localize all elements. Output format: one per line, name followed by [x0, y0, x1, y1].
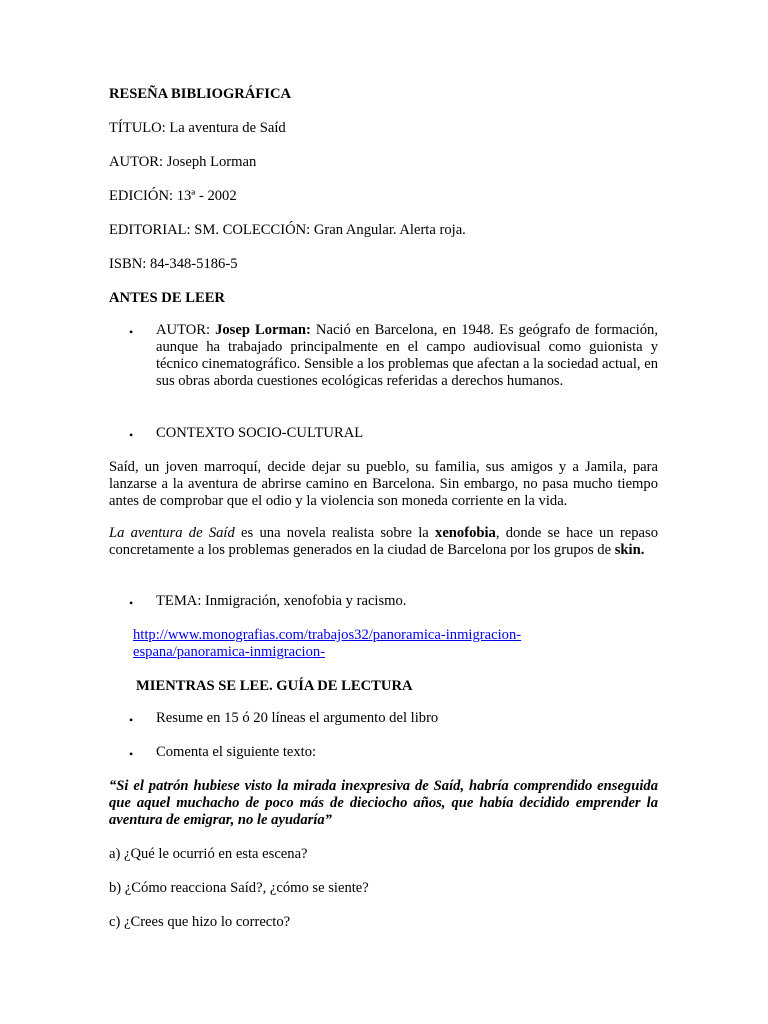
- contexto-item: CONTEXTO SOCIO-CULTURAL: [156, 425, 364, 441]
- editorial-line: EDITORIAL: SM. COLECCIÓN: Gran Angular. Alerta roja.: [109, 222, 466, 238]
- reference-link[interactable]: http://www.monografias.com/trabajos32/panoramica-inmigracion- espana/panoramica-inmigracion-: [133, 627, 522, 660]
- autor-line: AUTOR: Joseph Lorman: [109, 154, 257, 170]
- context-paragraph: Saíd, un joven marroquí, decide dejar su pueblo, su familia, sus amigos y a Jamila, para lanzarse a la aventura de abrirse camino en Barcelona. Sin embargo, no pasa mucho tiempo antes de comprobar que el odio y la violencia son moneda corriente en la vida.: [109, 459, 658, 509]
- comenta-item: Comenta el siguiente texto:: [156, 744, 317, 760]
- autor-body: Nació en Barcelona, en 1948. Es geógrafo de formación, aunque ha trabajado principalmente en el campo audiovisual como guionista y técnico cinematográfico. Sensible a los problemas que afectan a la sociedad actual, en sus obras aborda cuestiones ecológicas referidas a derechos humanos.: [156, 322, 658, 389]
- tema-item: TEMA: Inmigración, xenofobia y racismo.: [156, 593, 407, 609]
- quote-text: “Si el patrón hubiese visto la mirada inexpresiva de Saíd, habría comprendido enseguida que aquel muchacho de poco más de dieciocho años, que había decidido emprender la aventura de emigrar, no le ayudaría”: [109, 778, 658, 828]
- resume-item: Resume en 15 ó 20 líneas el argumento del libro: [156, 710, 439, 726]
- bullet-icon: •: [129, 747, 134, 761]
- section-heading-antes: ANTES DE LEER: [109, 290, 225, 306]
- question-a: a) ¿Qué le ocurrió en esta escena?: [109, 846, 308, 862]
- section-heading-mientras: MIENTRAS SE LEE. GUÍA DE LECTURA: [136, 678, 413, 694]
- reference-link-block: [133, 627, 658, 661]
- bullet-icon: •: [129, 596, 134, 610]
- autor-bio: [156, 322, 658, 390]
- skin-term: skin.: [614, 542, 645, 558]
- book-title-italic: La aventura de Saíd: [109, 525, 235, 541]
- xenofobia-term: xenofobia: [435, 525, 496, 541]
- bullet-icon: •: [129, 713, 134, 727]
- autor-name: Josep Lorman:: [215, 322, 311, 338]
- question-c: c) ¿Crees que hizo lo correcto?: [109, 914, 291, 930]
- isbn-line: ISBN: 84-348-5186-5: [109, 256, 238, 272]
- bullet-icon: •: [129, 325, 134, 339]
- bullet-icon: •: [129, 428, 134, 442]
- question-b: b) ¿Cómo reacciona Saíd?, ¿cómo se siente?: [109, 880, 369, 896]
- titulo-line: TÍTULO: La aventura de Saíd: [109, 120, 286, 136]
- document-title: RESEÑA BIBLIOGRÁFICA: [109, 86, 292, 102]
- novel-paragraph: La aventura de Saíd es una novela realista sobre la xenofobia, donde se hace un repaso concretamente a los problemas generados en la ciudad de Barcelona por los grupos de skin.: [109, 525, 658, 558]
- autor-prefix: AUTOR:: [156, 322, 216, 338]
- edicion-line: EDICIÓN: 13ª - 2002: [109, 188, 237, 204]
